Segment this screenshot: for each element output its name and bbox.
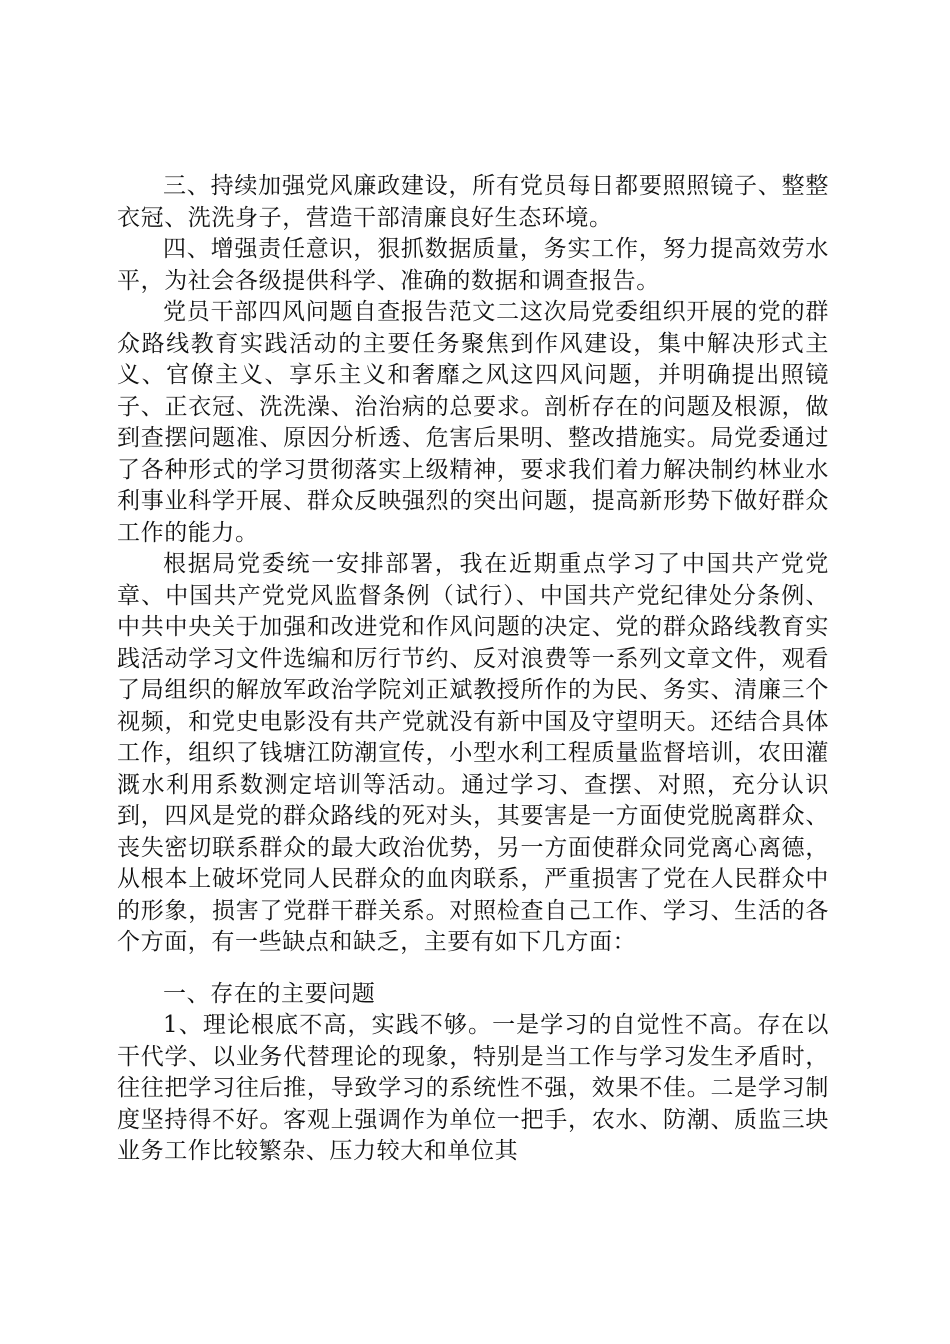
- paragraph-problem-one: 1、理论根底不高，实践不够。一是学习的自觉性不高。存在以干代学、以业务代替理论的现象，特别是当工作与学习发生矛盾时，往往把学习往后推，导致学习的系统性不强，效果不佳。二是学习制度坚持得不好。客观上强调作为单位一把手，农水、防潮、质监三块业务工作比较繁杂、压力较大和单位其: [117, 1012, 829, 1164]
- paragraph-study-summary: 根据局党委统一安排部署，我在近期重点学习了中国共产党党章、中国共产党党风监督条例（试行）、中国共产党纪律处分条例、中共中央关于加强和改进党和作风问题的决定、党的群众路线教育实践活动学习文件选编和厉行节约、反对浪费等一系列文章文件，观看了局组织的解放军政治学院刘正斌教授所作的为民、务实、清廉三个视频，和党史电影没有共产党就没有新中国及守望明天。还结合具体工作，组织了钱塘江防潮宣传，小型水利工程质量监督培训，农田灌溉水利用系数测定培训等活动。通过学习、查摆、对照，充分认识到，四风是党的群众路线的死对头，其要害是一方面使党脱离群众、丧失密切联系群众的最大政治优势，另一方面使群众同党离心离德，从根本上破坏党同人民群众的血肉联系，严重损害了党在人民群众中的形象，损害了党群干群关系。对照检查自己工作、学习、生活的各个方面，有一些缺点和缺乏，主要有如下几方面：: [117, 551, 829, 955]
- paragraph-section-three: 三、持续加强党风廉政建设，所有党员每日都要照照镜子、整整衣冠、洗洗身子，营造干部清廉良好生态环境。: [117, 173, 829, 231]
- paragraph-report-intro: 党员干部四风问题自查报告范文二这次局党委组织开展的党的群众路线教育实践活动的主要任务聚焦到作风建设，集中解决形式主义、官僚主义、享乐主义和奢靡之风这四风问题，并明确提出照镜子、正衣冠、洗洗澡、治治病的总要求。剖析存在的问题及根源，做到查摆问题准、原因分析透、危害后果明、整改措施实。局党委通过了各种形式的学习贯彻落实上级精神，要求我们着力解决制约林业水利事业科学开展、群众反映强烈的突出问题，提高新形势下做好群众工作的能力。: [117, 299, 829, 546]
- paragraph-section-four: 四、增强责任意识，狠抓数据质量，务实工作，努力提高效劳水平，为社会各级提供科学、准确的数据和调查报告。: [117, 236, 829, 294]
- document-body: [117, 171, 829, 1168]
- section-heading-main-problems: 一、存在的主要问题: [163, 980, 376, 1007]
